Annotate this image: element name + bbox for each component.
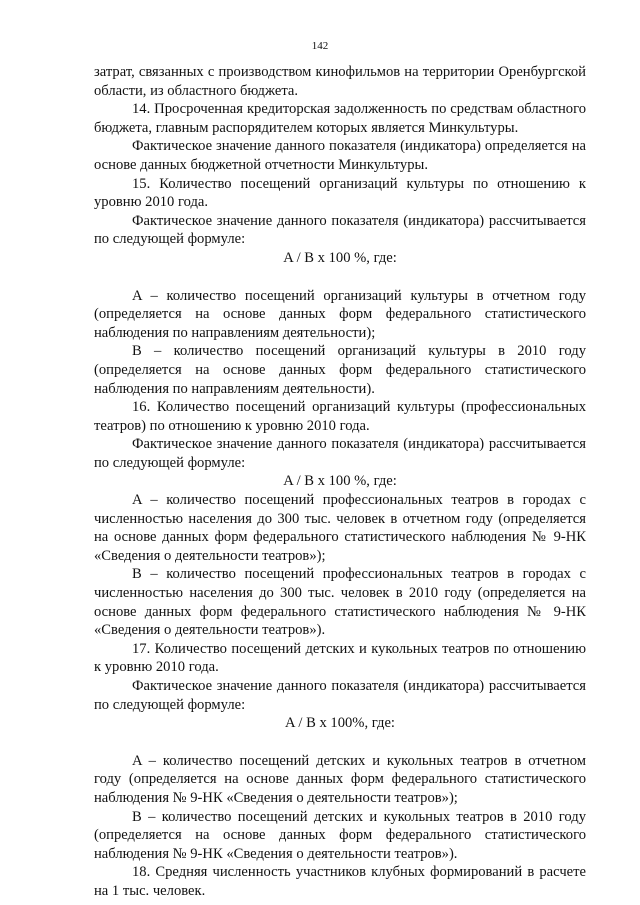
paragraph-item-15-b: B – количество посещений организаций культуры в 2010 году (определяется на основе данных форм федерального статистического наблюдения по направлениям деятельности). bbox=[94, 343, 586, 397]
document-body bbox=[94, 63, 586, 901]
paragraph-item-17-a: A – количество посещений детских и кукольных театров в отчетном году (определяется на основе данных форм федерального статистического наблюдения № 9-НК «Сведения о деятельности театров»); bbox=[94, 752, 586, 806]
spacer bbox=[94, 268, 586, 287]
paragraph-item-15: 15. Количество посещений организаций культуры по отношению к уровню 2010 года. bbox=[94, 175, 586, 211]
paragraph-item-17-b: B – количество посещений детских и кукольных театров в 2010 году (определяется на основе данных форм федерального статистического наблюдения № 9-НК «Сведения о деятельности театров»). bbox=[94, 808, 586, 862]
paragraph-item-14: 14. Просроченная кредиторская задолженность по средствам областного бюджета, главным распорядителем которых является Минкультуры. bbox=[94, 101, 586, 136]
paragraph-item-16-b: B – количество посещений профессиональных театров в городах с численностью населения до 300 тыс. человек в 2010 году (определяется на основе данных форм федерального статистического наблюдения № 9-НК «Сведения о деятельности театров»). bbox=[94, 566, 586, 639]
paragraph-continuation: затрат, связанных с производством кинофильмов на территории Оренбургской области, из областного бюджета. bbox=[94, 64, 586, 99]
paragraph-item-16-a: A – количество посещений профессиональных театров в городах с численностью населения до 300 тыс. человек в отчетном году (определяется на основе данных форм федерального статистического наблюдения № 9-НК «Сведения о деятельности театров»); bbox=[94, 492, 586, 564]
paragraph-item-16-method: Фактическое значение данного показателя (индикатора) рассчитывается по следующей формуле: bbox=[94, 436, 586, 471]
paragraph-item-18: 18. Средняя численность участников клубных формирований в расчете на 1 тыс. человек. bbox=[94, 864, 586, 899]
page-number: 142 bbox=[311, 40, 329, 52]
paragraph-item-14-method: Фактическое значение данного показателя (индикатора) определяется на основе данных бюджетной отчетности Минкультуры. bbox=[94, 138, 586, 173]
paragraph-item-16: 16. Количество посещений организаций культуры (профессиональных театров) по отношению к уровню 2010 года. bbox=[94, 399, 586, 434]
paragraph-item-17: 17. Количество посещений детских и кукольных театров по отношению к уровню 2010 года. bbox=[94, 640, 586, 676]
paragraph-item-15-method: Фактическое значение данного показателя (индикатора) рассчитывается по следующей формуле: bbox=[94, 212, 586, 248]
formula-item-15: A / B x 100 %, где: bbox=[283, 249, 397, 266]
paragraph-item-17-method: Фактическое значение данного показателя (индикатора) рассчитывается по следующей формуле: bbox=[94, 678, 586, 713]
spacer bbox=[94, 733, 586, 752]
formula-item-16: A / B x 100 %, где: bbox=[283, 473, 397, 490]
paragraph-item-15-a: A – количество посещений организаций культуры в отчетном году (определяется на основе данных форм федерального статистического наблюдения по направлениям деятельности); bbox=[94, 287, 586, 341]
formula-item-17: A / B x 100%, где: bbox=[285, 715, 395, 732]
